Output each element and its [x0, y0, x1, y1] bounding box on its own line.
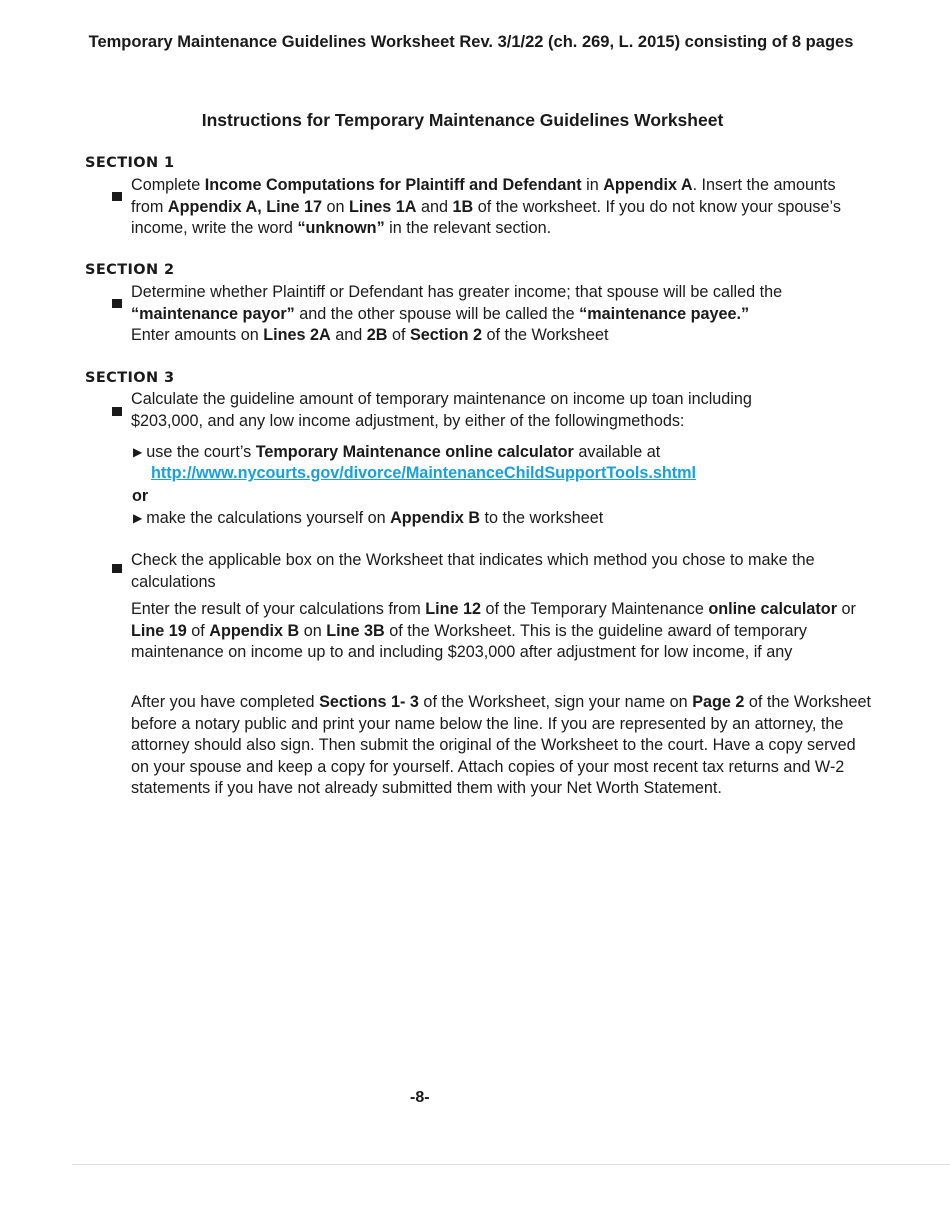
section-2-paragraph: Determine whether Plaintiff or Defendant has greater income; that spouse will be called the “maintenance payor” and the other spouse will be called the “maintenance payee.” Enter amounts on Lines 2A and 2B of Section 2 of the Worksheet [131, 283, 783, 345]
calculator-link[interactable]: http://www.nycourts.gov/divorce/MaintenanceChildSupportTools.shtml [151, 464, 697, 482]
section-3-heading: SECTION 3 [85, 370, 175, 386]
section-3-paragraph-methods: Calculate the guideline amount of temporary maintenance on income up toan including $203,000, and any low income adjustment, by either of the followingmethods: [131, 390, 752, 430]
document-title: Instructions for Temporary Maintenance Guidelines Worksheet [201, 110, 724, 130]
bullet-square-icon [112, 564, 122, 573]
footer-divider [72, 1164, 950, 1165]
section-3-paragraph-enter-result: Enter the result of your calculations from Line 12 of the Temporary Maintenance online calculator or Line 19 of Appendix B on Line 3B of the Worksheet. This is the guideline award of temporary maintenance on income up to and including $203,000 after adjustment for low income, if any [131, 600, 856, 662]
triangle-right-icon: ▶ [133, 445, 143, 459]
section-2-heading: SECTION 2 [85, 262, 175, 278]
header-title: Temporary Maintenance Guidelines Worksheet Rev. 3/1/22 (ch. 269, L. 2015) consisting of 8 pages [88, 33, 854, 51]
page-number: -8- [410, 1089, 430, 1106]
or-separator: or [132, 487, 149, 505]
section-3-paragraph-check-box: Check the applicable box on the Worksheet that indicates which method you chose to make the calculations [131, 551, 815, 591]
triangle-right-icon: ▶ [133, 511, 143, 525]
bullet-square-icon [112, 192, 122, 201]
bullet-square-icon [112, 407, 122, 416]
option-appendix-b: ▶ make the calculations yourself on Appendix B to the worksheet [133, 508, 603, 530]
section-3-paragraph-signing: After you have completed Sections 1- 3 of the Worksheet, sign your name on Page 2 of the Worksheet before a notary public and print your name below the line. If you are represented by an attorney, the attorney should also sign. Then submit the original of the Worksheet to the court. Have a copy served on your spouse and keep a copy for yourself. Attach copies of your most recent tax returns and W-2 statements if you have not already submitted them with your Net Worth Statement. [131, 693, 871, 798]
section-1-paragraph: Complete Income Computations for Plaintiff and Defendant in Appendix A. Insert the amounts from Appendix A, Line 17 on Lines 1A and 1B of the worksheet. If you do not know your spouse’s income, write the word “unknown” in the relevant section. [131, 176, 841, 238]
section-1-heading: SECTION 1 [85, 155, 175, 171]
option-online-calculator: ▶ use the court’s Temporary Maintenance online calculator available at [133, 442, 660, 464]
bullet-square-icon [112, 299, 122, 308]
